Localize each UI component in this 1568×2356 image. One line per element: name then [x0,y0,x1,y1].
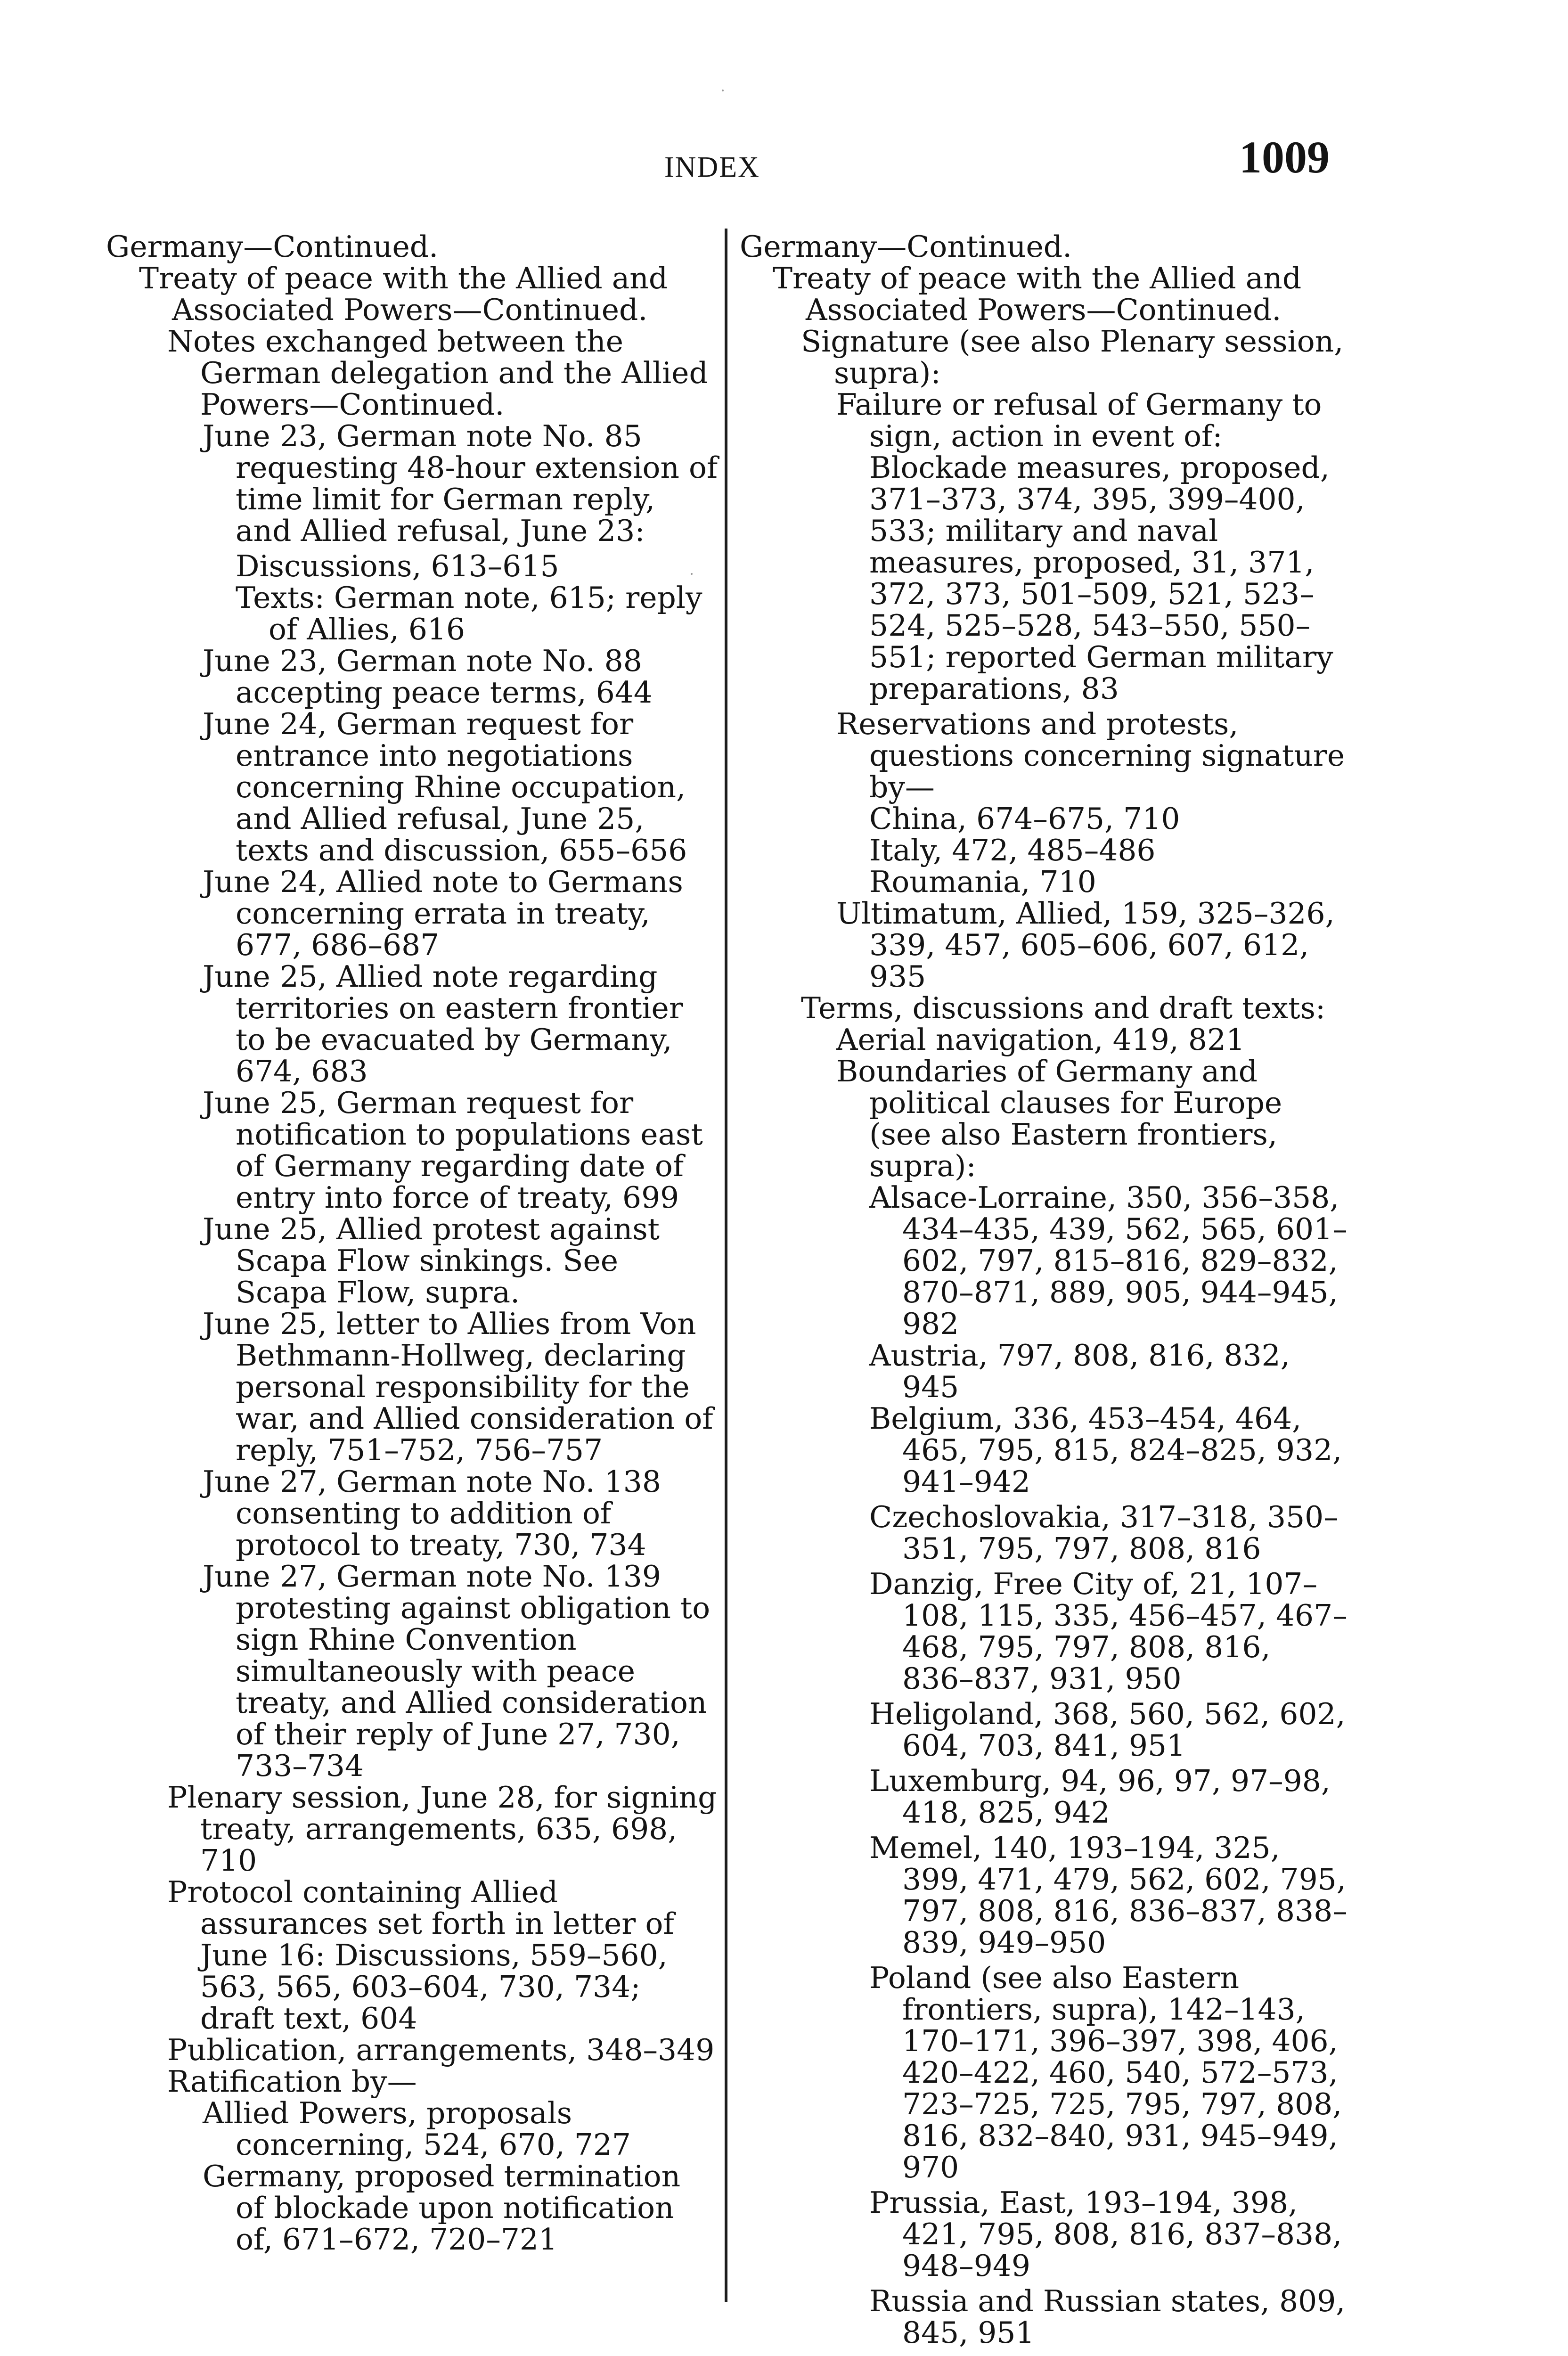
index-entry: Texts: German note, 615; reply of Allies, 616 [236,581,702,646]
page-header-title: INDEX [664,151,760,183]
index-entry: Ultimatum, Allied, 159, 325–326, 339, 457, 605–606, 607, 612, 935 [836,896,1335,994]
scan-speck [722,90,724,91]
column-divider [725,229,727,2302]
index-entry: Protocol containing Allied assurances set forth in letter of June 16: Discussions, 559–560, 563, 565, 603–604, 730, 734; draft text, 604 [167,1875,674,2036]
index-entry: Poland (see also Eastern frontiers, supra), 142–143, 170–171, 396–397, 398, 406, 420–422, 460, 540, 572–573, 723–725, 725, 795, 797, 808, 816, 832–840, 931, 945–949, 970 [869,1961,1342,2184]
index-entry: Russia and Russian states, 809, 845, 951 [869,2284,1346,2350]
index-entry: Alsace-Lorraine, 350, 356–358, 434–435, 439, 562, 565, 601–602, 797, 815–816, 829–832, 870–871, 889, 905, 944–945, 982 [869,1180,1348,1341]
index-entry: Prussia, East, 193–194, 398, 421, 795, 808, 816, 837–838, 948–949 [869,2185,1342,2283]
index-entry: June 27, German note No. 139 protesting against obligation to sign Rhine Convention simultaneously with peace treaty, and Allied consideration of their reply of June 27, 730, 733–734 [203,1559,710,1783]
index-entry: June 25, Allied note regarding territories on eastern frontier to be evacuated by Germany, 674, 683 [203,959,683,1088]
index-entry: Boundaries of Germany and political clauses for Europe (see also Eastern frontiers, supra): [836,1054,1282,1183]
index-entry: Germany—Continued. [740,229,1072,264]
index-entry: Treaty of peace with the Allied and Associated Powers—Continued. [773,261,1302,327]
index-entry: Germany, proposed termination of blockade upon notification of, 671–672, 720–721 [203,2159,681,2257]
index-entry: Ratification by— [167,2064,417,2099]
index-entry: June 25, German request for notification to populations east of Germany regarding date of entry into force of treaty, 699 [203,1086,703,1215]
index-entry: Notes exchanged between the German delegation and the Allied Powers—Continued. [167,324,708,422]
index-entry: June 25, Allied protest against Scapa Flow sinkings. See Scapa Flow, supra. [203,1212,660,1309]
index-entry: Plenary session, June 28, for signing treaty, arrangements, 635, 698, 710 [167,1780,717,1878]
index-entry: Czechoslovakia, 317–318, 350–351, 795, 797, 808, 816 [869,1500,1339,1566]
left-column [106,231,719,2255]
index-entry: Germany—Continued. [106,229,439,264]
index-entry: Roumania, 710 [869,865,1096,899]
index-entry: Memel, 140, 193–194, 325, 399, 471, 479, 562, 602, 795, 797, 808, 816, 836–837, 838–839, 949–950 [869,1831,1348,1960]
index-entry: Terms, discussions and draft texts: [801,991,1326,1025]
index-entry: Failure or refusal of Germany to sign, action in event of: Blockade measures, proposed, 371–373, 374, 395, 399–400, 533; military and naval measures, proposed, 31, 371, 372, 373, 501–509, 521, 523–524, 525–528, 543–550, 550–551; reported German military preparations, 83 [836,387,1333,706]
index-entry: June 25, letter to Allies from Von Bethmann-Hollweg, declaring personal responsibility for the war, and Allied consideration of reply, 751–752, 756–757 [203,1307,713,1467]
index-entry: Italy, 472, 485–486 [869,833,1156,867]
index-entry: Austria, 797, 808, 816, 832, 945 [869,1338,1290,1404]
index-entry: June 27, German note No. 138 consenting to addition of protocol to treaty, 730, 734 [203,1464,661,1562]
index-entry: Luxemburg, 94, 96, 97, 97–98, 418, 825, 942 [869,1764,1331,1830]
index-entry: Allied Powers, proposals concerning, 524, 670, 727 [203,2096,631,2162]
index-entry: Danzig, Free City of, 21, 107–108, 115, 335, 456–457, 467–468, 795, 797, 808, 816, 836–837, 931, 950 [869,1567,1348,1696]
index-entry: Heligoland, 368, 560, 562, 602, 604, 703, 841, 951 [869,1697,1346,1763]
index-entry: Belgium, 336, 453–454, 464, 465, 795, 815, 824–825, 932, 941–942 [869,1401,1342,1499]
index-entry: China, 674–675, 710 [869,802,1180,836]
index-entry: June 24, German request for entrance into negotiations concerning Rhine occupation, and Allied refusal, June 25, texts and discussion, 655–656 [203,707,687,867]
index-entry: June 23, German note No. 88 accepting peace terms, 644 [203,644,653,710]
index-entry: Signature (see also Plenary session, supra): [801,324,1344,390]
right-column [740,231,1348,2348]
index-entry: June 24, Allied note to Germans concerning errata in treaty, 677, 686–687 [203,865,683,962]
index-entry: Reservations and protests, questions concerning signature by— [836,707,1345,804]
page-number: 1009 [1239,132,1330,182]
index-entry: Treaty of peace with the Allied and Associated Powers—Continued. [139,261,668,327]
index-entry: Aerial navigation, 419, 821 [836,1023,1245,1057]
index-entry: Discussions, 613–615 [236,549,559,583]
scan-speck [691,573,693,575]
index-entry: June 23, German note No. 85 requesting 48-hour extension of time limit for German reply, and Allied refusal, June 23: [203,419,718,548]
index-entry: Publication, arrangements, 348–349 [167,2033,715,2067]
